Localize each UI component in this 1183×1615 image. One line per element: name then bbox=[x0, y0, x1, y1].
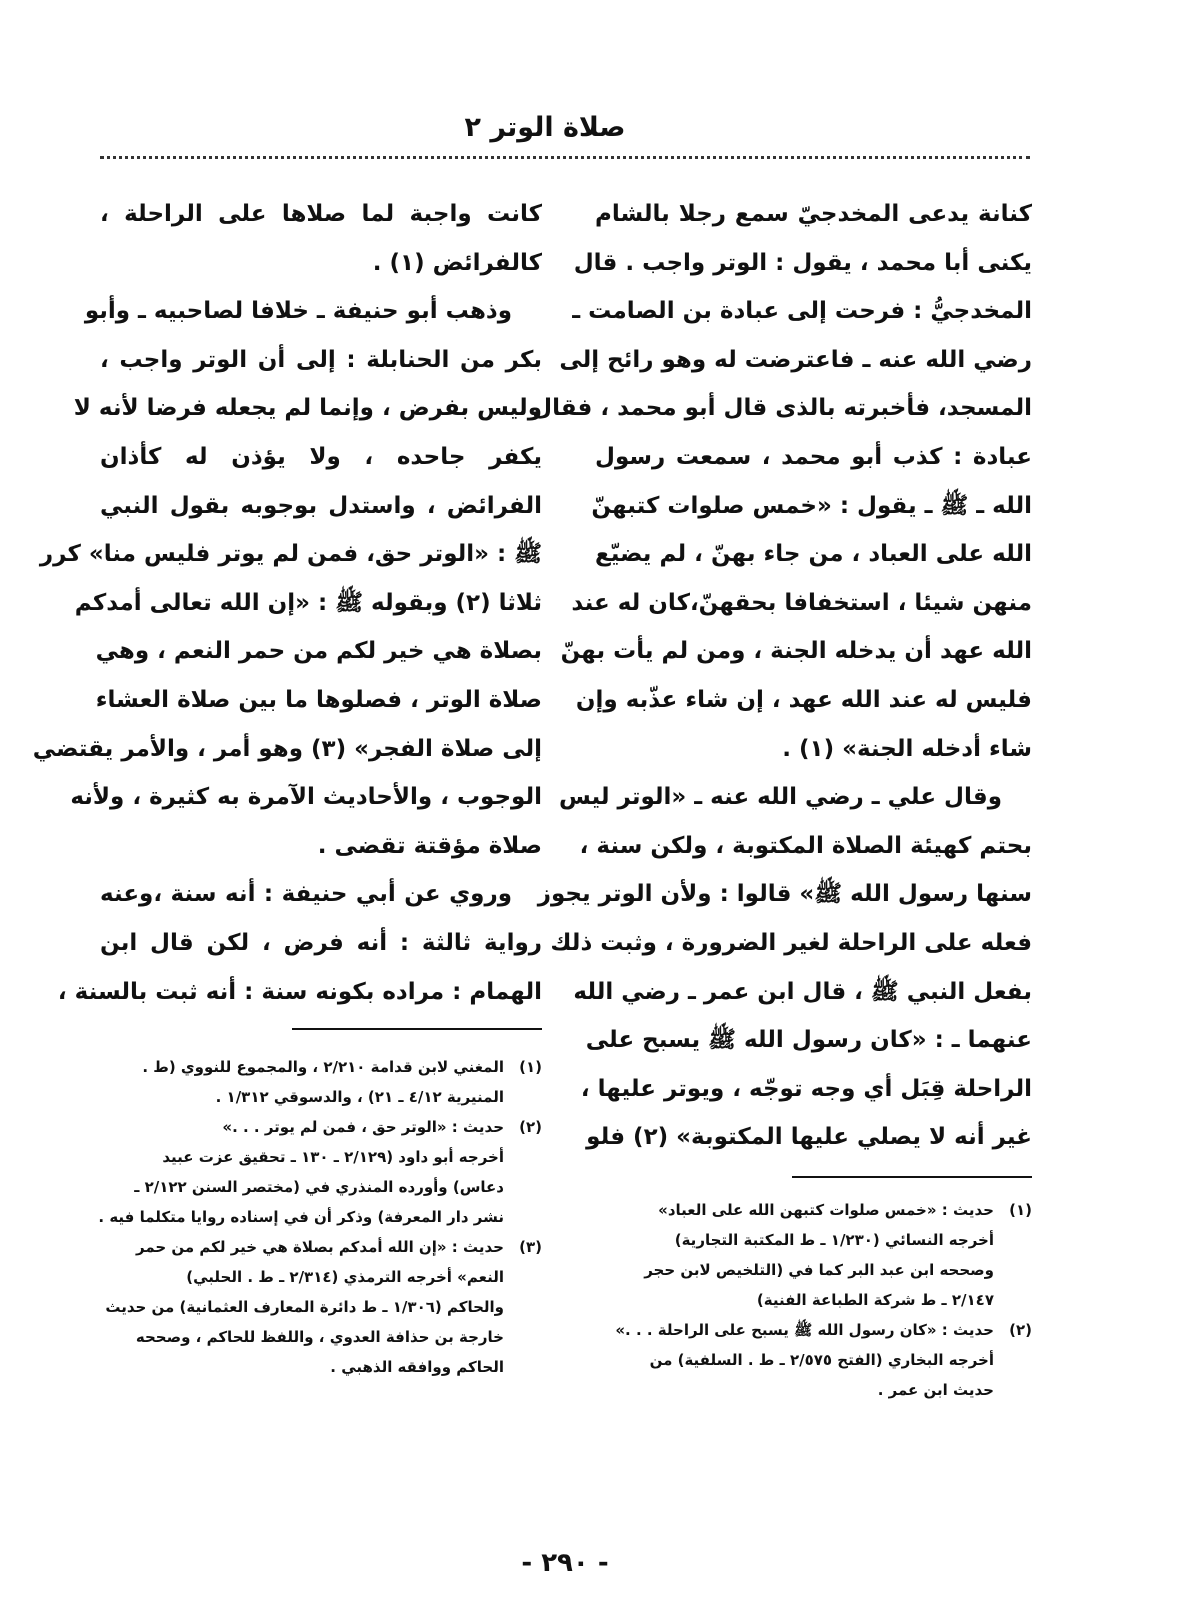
text-line: المخدجيُّ : فرحت إلى عبادة بن الصامت ـ bbox=[572, 298, 1032, 325]
text-line: كنانة يدعى المخدجيّ سمع رجلا بالشام bbox=[595, 201, 1032, 227]
text-line: بفعل النبي ﷺ ، قال ابن عمر ـ رضي الله bbox=[573, 978, 1032, 1005]
text-line: كانت واجبة لما صلاها على الراحلة ، bbox=[100, 201, 542, 227]
footnote-line: نشر دار المعرفة) وذكر أن في إسناده روايا متكلما فيه . bbox=[98, 1208, 504, 1226]
text-line: سنها رسول الله ﷺ» قالوا : ولأن الوتر يجوز bbox=[537, 881, 1032, 908]
paragraph bbox=[57, 870, 542, 1016]
paragraph bbox=[532, 190, 1032, 773]
footnote-line: أخرجه البخاري (الفتح ٢/٥٧٥ ـ ط . السلفية) من bbox=[649, 1351, 994, 1369]
running-header: صلاة الوتر ٢ bbox=[464, 112, 626, 143]
text-line: الله عهد أن يدخله الجنة ، ومن لم يأت بهنّ bbox=[560, 638, 1032, 665]
text-line: الله على العباد ، من جاء بهنّ ، لم يضيّع bbox=[595, 541, 1032, 568]
header-dotted-divider bbox=[100, 156, 1030, 159]
page-number: - ٢٩٠ - bbox=[521, 1548, 609, 1578]
footnote-number: (١) bbox=[1009, 1201, 1032, 1219]
footnote-number: (٣) bbox=[519, 1238, 542, 1256]
text-line: صلاة الوتر ، فصلوها ما بين صلاة العشاء bbox=[95, 686, 542, 713]
text-line: يكنى أبا محمد ، يقول : الوتر واجب . قال bbox=[573, 249, 1032, 276]
text-line: عنهما ـ : «كان رسول الله ﷺ يسبح على bbox=[585, 1027, 1032, 1054]
footnote-line: خارجة بن حذافة العدوي ، واللفظ للحاكم ، وصححه bbox=[135, 1328, 504, 1346]
text-line: بكر من الحنابلة : إلى أن الوتر واجب ، bbox=[100, 346, 542, 373]
text-line: عبادة : كذب أبو محمد ، سمعت رسول bbox=[595, 443, 1032, 470]
footnote-line: والحاكم (١/٣٠٦ ـ ط دائرة المعارف العثمانية) من حديث bbox=[105, 1298, 504, 1316]
footnote-line: حديث ابن عمر . bbox=[877, 1381, 994, 1399]
text-line: الهمام : مراده بكونه سنة : أنه ثبت بالسنة ، bbox=[57, 978, 542, 1005]
footnote-line: ٢/١٤٧ ـ ط شركة الطباعة الفنية) bbox=[756, 1291, 994, 1309]
text-line: ﷺ : «الوتر حق، فمن لم يوتر فليس منا» كرر bbox=[39, 541, 542, 568]
paragraph bbox=[32, 287, 542, 870]
paragraph bbox=[537, 773, 1032, 1162]
text-line: شاء أدخله الجنة» (١) . bbox=[782, 735, 1032, 762]
text-line: الله ـ ﷺ ـ يقول : «خمس صلوات كتبهنّ bbox=[591, 492, 1032, 519]
text-line: وذهب أبو حنيفة ـ خلافا لصاحبيه ـ وأبو bbox=[84, 298, 512, 325]
footnote bbox=[100, 1112, 542, 1232]
text-line: رضي الله عنه ـ فاعترضت له وهو رائح إلى bbox=[559, 346, 1032, 373]
footnote-line: أخرجه أبو داود (٢/١٢٩ ـ ١٣٠ ـ تحقيق عزت عبيد bbox=[162, 1148, 504, 1166]
left-footnotes bbox=[100, 1052, 542, 1382]
right-footnotes bbox=[595, 1195, 1032, 1405]
footnote-line: دعاس) وأورده المنذري في (مختصر السنن ٢/١٢٢ ـ bbox=[134, 1178, 504, 1196]
text-line: بحتم كهيئة الصلاة المكتوبة ، ولكن سنة ، bbox=[579, 832, 1032, 859]
footnote-line: حديث : «خمس صلوات كتبهن الله على العباد» bbox=[658, 1201, 994, 1219]
footnote-line: أخرجه النسائي (١/٢٣٠ ـ ط المكتبة التجارية) bbox=[674, 1231, 994, 1249]
footnote-line: حديث : «إن الله أمدكم بصلاة هي خير لكم من حمر bbox=[135, 1238, 504, 1256]
text-line: فعله على الراحلة لغير الضرورة ، وثبت ذلك bbox=[550, 929, 1032, 956]
text-line: غير أنه لا يصلي عليها المكتوبة» (٢) فلو bbox=[586, 1124, 1032, 1151]
text-line: الراحلة قِبَل أي وجه توجّه ، ويوتر عليها ، bbox=[580, 1075, 1032, 1102]
footnote-number: (١) bbox=[519, 1058, 542, 1076]
text-line: بصلاة هي خير لكم من حمر النعم ، وهي bbox=[95, 638, 542, 665]
text-line: وليس بفرض ، وإنما لم يجعله فرضا لأنه لا bbox=[73, 395, 542, 422]
footnote-line: المغني لابن قدامة ٢/٢١٠ ، والمجموع للنووي (ط . bbox=[142, 1058, 504, 1076]
footnote-line: وصححه ابن عبد البر كما في (التلخيص لابن حجر bbox=[644, 1261, 994, 1279]
text-line: ثلاثا (٢) وبقوله ﷺ : «إن الله تعالى أمدكم bbox=[74, 589, 542, 616]
footnote-line: حديث : «الوتر حق ، فمن لم يوتر . . .» bbox=[222, 1118, 504, 1136]
text-line: يكفر جاحده ، ولا يؤذن له كأذان bbox=[100, 443, 542, 470]
footnote-line: حديث : «كان رسول الله ﷺ يسبح على الراحلة . . .» bbox=[615, 1321, 994, 1339]
footnote bbox=[100, 1052, 542, 1112]
footnote-line: المنيرية ٤/١٢ ـ ٢١) ، والدسوقي ١/٣١٢ . bbox=[215, 1088, 504, 1106]
text-line: صلاة مؤقتة تقضى . bbox=[317, 832, 542, 859]
footnote-line: النعم» أخرجه الترمذي (٢/٣١٤ ـ ط . الحلبي) bbox=[186, 1268, 504, 1286]
text-line: كالفرائض (١) . bbox=[372, 249, 542, 276]
footnote bbox=[100, 1232, 542, 1382]
text-line: الوجوب ، والأحاديث الآمرة به كثيرة ، ولأنه bbox=[70, 784, 542, 811]
left-footnote-rule bbox=[292, 1028, 542, 1030]
text-line: منهن شيئا ، استخفافا بحقهنّ،كان له عند bbox=[571, 589, 1032, 616]
right-text-column bbox=[532, 190, 1032, 1162]
paragraph bbox=[100, 190, 542, 287]
right-footnote-rule bbox=[792, 1176, 1032, 1178]
footnote-line: الحاكم ووافقه الذهبي . bbox=[330, 1358, 504, 1376]
footnote bbox=[595, 1195, 1032, 1315]
left-text-column bbox=[32, 190, 542, 1016]
text-line: الفرائض ، واستدل بوجوبه بقول النبي bbox=[100, 492, 542, 519]
text-line: وروي عن أبي حنيفة : أنه سنة ،وعنه bbox=[100, 881, 512, 908]
text-line: رواية ثالثة : أنه فرض ، لكن قال ابن bbox=[100, 929, 542, 956]
footnote-number: (٢) bbox=[1009, 1321, 1032, 1339]
text-line: وقال علي ـ رضي الله عنه ـ «الوتر ليس bbox=[558, 784, 1002, 811]
footnote-number: (٢) bbox=[519, 1118, 542, 1136]
text-line: المسجد، فأخبرته بالذى قال أبو محمد ، فقال bbox=[532, 395, 1032, 422]
text-line: فليس له عند الله عهد ، إن شاء عذّبه وإن bbox=[575, 686, 1032, 713]
footnote bbox=[595, 1315, 1032, 1405]
text-line: إلى صلاة الفجر» (٣) وهو أمر ، والأمر يقتضي bbox=[32, 735, 542, 762]
